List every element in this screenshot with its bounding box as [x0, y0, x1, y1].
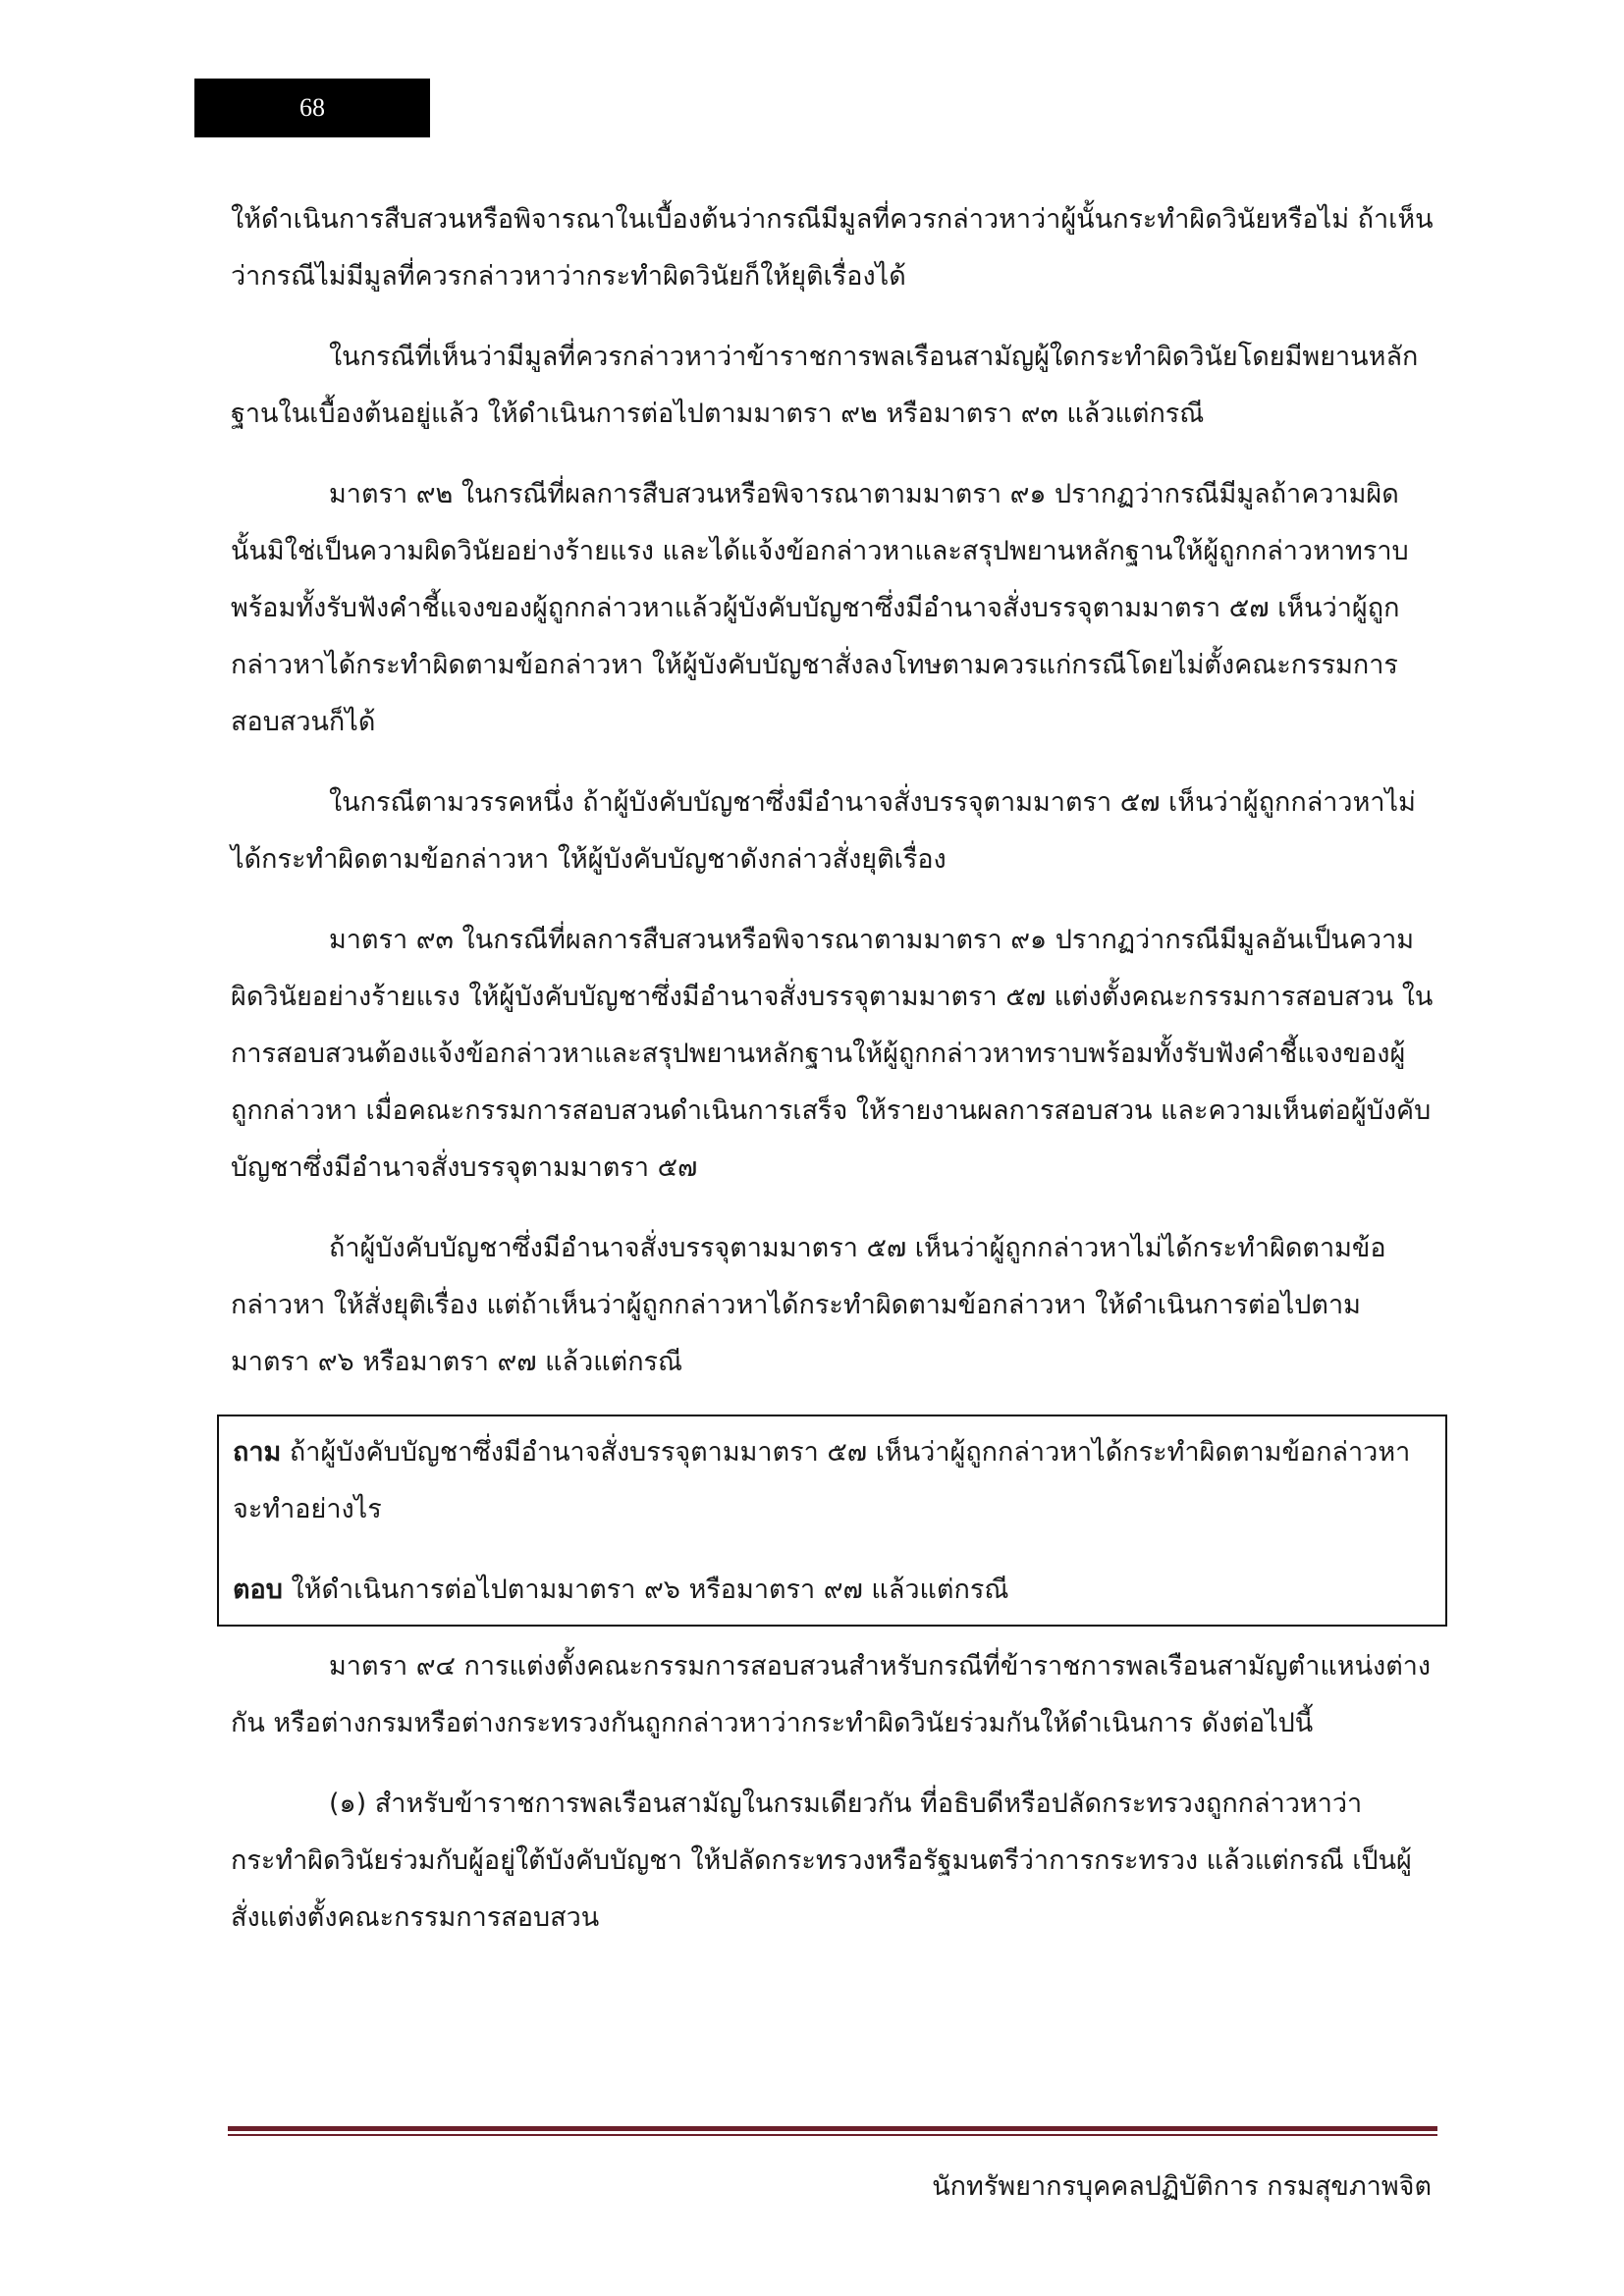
- question-text: ถ้าผู้บังคับบัญชาซึ่งมีอำนาจสั่งบรรจุตามมาตรา ๕๗ เห็นว่าผู้ถูกกล่าวหาได้กระทำผิดตามข้อกล่าวหาจะทำอย่างไร: [233, 1437, 1411, 1524]
- paragraph-section-94: มาตรา ๙๔ การแต่งตั้งคณะกรรมการสอบสวนสำหรับกรณีที่ข้าราชการพลเรือนสามัญตำแหน่งต่างกัน หรือต่างกรมหรือต่างกระทรวงกันถูกกล่าวหาว่ากระทำผิดวินัยร่วมกันให้ดำเนินการ ดังต่อไปนี้: [231, 1651, 1432, 1738]
- paragraph-disciplinary-evidence: ในกรณีที่เห็นว่ามีมูลที่ควรกล่าวหาว่าข้าราชการพลเรือนสามัญผู้ใดกระทำผิดวินัยโดยมีพยานหลักฐานในเบื้องต้นอยู่แล้ว ให้ดำเนินการต่อไปตามมาตรา ๙๒ หรือมาตรา ๙๓ แล้วแต่กรณี: [231, 342, 1419, 429]
- answer-label: ตอบ: [233, 1575, 283, 1605]
- question-label: ถาม: [233, 1437, 282, 1468]
- footer-divider: [228, 2126, 1437, 2136]
- paragraph-section-92-clause-2: ในกรณีตามวรรคหนึ่ง ถ้าผู้บังคับบัญชาซึ่งมีอำนาจสั่งบรรจุตามมาตรา ๕๗ เห็นว่าผู้ถูกกล่าวหาไม่ได้กระทำผิดตามข้อกล่าวหา ให้ผู้บังคับบัญชาดังกล่าวสั่งยุติเรื่อง: [231, 787, 1416, 875]
- paragraph-section-94-item-1: (๑) สำหรับข้าราชการพลเรือนสามัญในกรมเดียวกัน ที่อธิบดีหรือปลัดกระทรวงถูกกล่าวหาว่ากระทำผิดวินัยร่วมกับผู้อยู่ใต้บังคับบัญชา ให้ปลัดกระทรวงหรือรัฐมนตรีว่าการกระทรวง แล้วแต่กรณี เป็นผู้สั่งแต่งตั้งคณะกรรมการสอบสวน: [231, 1789, 1412, 1933]
- document-body: [231, 191, 1434, 1970]
- answer: [233, 1562, 1432, 1619]
- paragraph-section-92: มาตรา ๙๒ ในกรณีที่ผลการสืบสวนหรือพิจารณาตามมาตรา ๙๑ ปรากฏว่ากรณีมีมูลถ้าความผิดนั้นมิใช่เป็นความผิดวินัยอย่างร้ายแรง และได้แจ้งข้อกล่าวหาและสรุปพยานหลักฐานให้ผู้ถูกกล่าวหาทราบพร้อมทั้งรับฟังคำชี้แจงของผู้ถูกกล่าวหาแล้วผู้บังคับบัญชาซึ่งมีอำนาจสั่งบรรจุตามมาตรา ๕๗ เห็นว่าผู้ถูกกล่าวหาได้กระทำผิดตามข้อกล่าวหา ให้ผู้บังคับบัญชาสั่งลงโทษตามควรแก่กรณีโดยไม่ตั้งคณะกรรมการสอบสวนก็ได้: [231, 479, 1409, 737]
- paragraph-section-93-clause-2: ถ้าผู้บังคับบัญชาซึ่งมีอำนาจสั่งบรรจุตามมาตรา ๕๗ เห็นว่าผู้ถูกกล่าวหาไม่ได้กระทำผิดตามข้อกล่าวหา ให้สั่งยุติเรื่อง แต่ถ้าเห็นว่าผู้ถูกกล่าวหาได้กระทำผิดตามข้อกล่าวหา ให้ดำเนินการต่อไปตามมาตรา ๙๖ หรือมาตรา ๙๗ แล้วแต่กรณี: [231, 1233, 1386, 1377]
- question: [233, 1424, 1432, 1538]
- page-number-box: [194, 79, 430, 137]
- page-number: 68: [299, 93, 325, 122]
- question-answer-box: [217, 1415, 1447, 1627]
- answer-text: ให้ดำเนินการต่อไปตามมาตรา ๙๖ หรือมาตรา ๙๗ แล้วแต่กรณี: [291, 1575, 1009, 1605]
- footer-department: นักทรัพยากรบุคคลปฏิบัติการ กรมสุขภาพจิต: [932, 2171, 1432, 2202]
- paragraph-section-93: มาตรา ๙๓ ในกรณีที่ผลการสืบสวนหรือพิจารณาตามมาตรา ๙๑ ปรากฏว่ากรณีมีมูลอันเป็นความผิดวินัยอย่างร้ายแรง ให้ผู้บังคับบัญชาซึ่งมีอำนาจสั่งบรรจุตามมาตรา ๕๗ แต่งตั้งคณะกรรมการสอบสวน ในการสอบสวนต้องแจ้งข้อกล่าวหาและสรุปพยานหลักฐานให้ผู้ถูกกล่าวหาทราบพร้อมทั้งรับฟังคำชี้แจงของผู้ถูกกล่าวหา เมื่อคณะกรรมการสอบสวนดำเนินการเสร็จ ให้รายงานผลการสอบสวน และความเห็นต่อผู้บังคับบัญชาซึ่งมีอำนาจสั่งบรรจุตามมาตรา ๕๗: [231, 925, 1434, 1183]
- paragraph-continuation: ให้ดำเนินการสืบสวนหรือพิจารณาในเบื้องต้นว่ากรณีมีมูลที่ควรกล่าวหาว่าผู้นั้นกระทำผิดวินัยหรือไม่ ถ้าเห็นว่ากรณีไม่มีมูลที่ควรกล่าวหาว่ากระทำผิดวินัยก็ให้ยุติเรื่องได้: [231, 204, 1434, 292]
